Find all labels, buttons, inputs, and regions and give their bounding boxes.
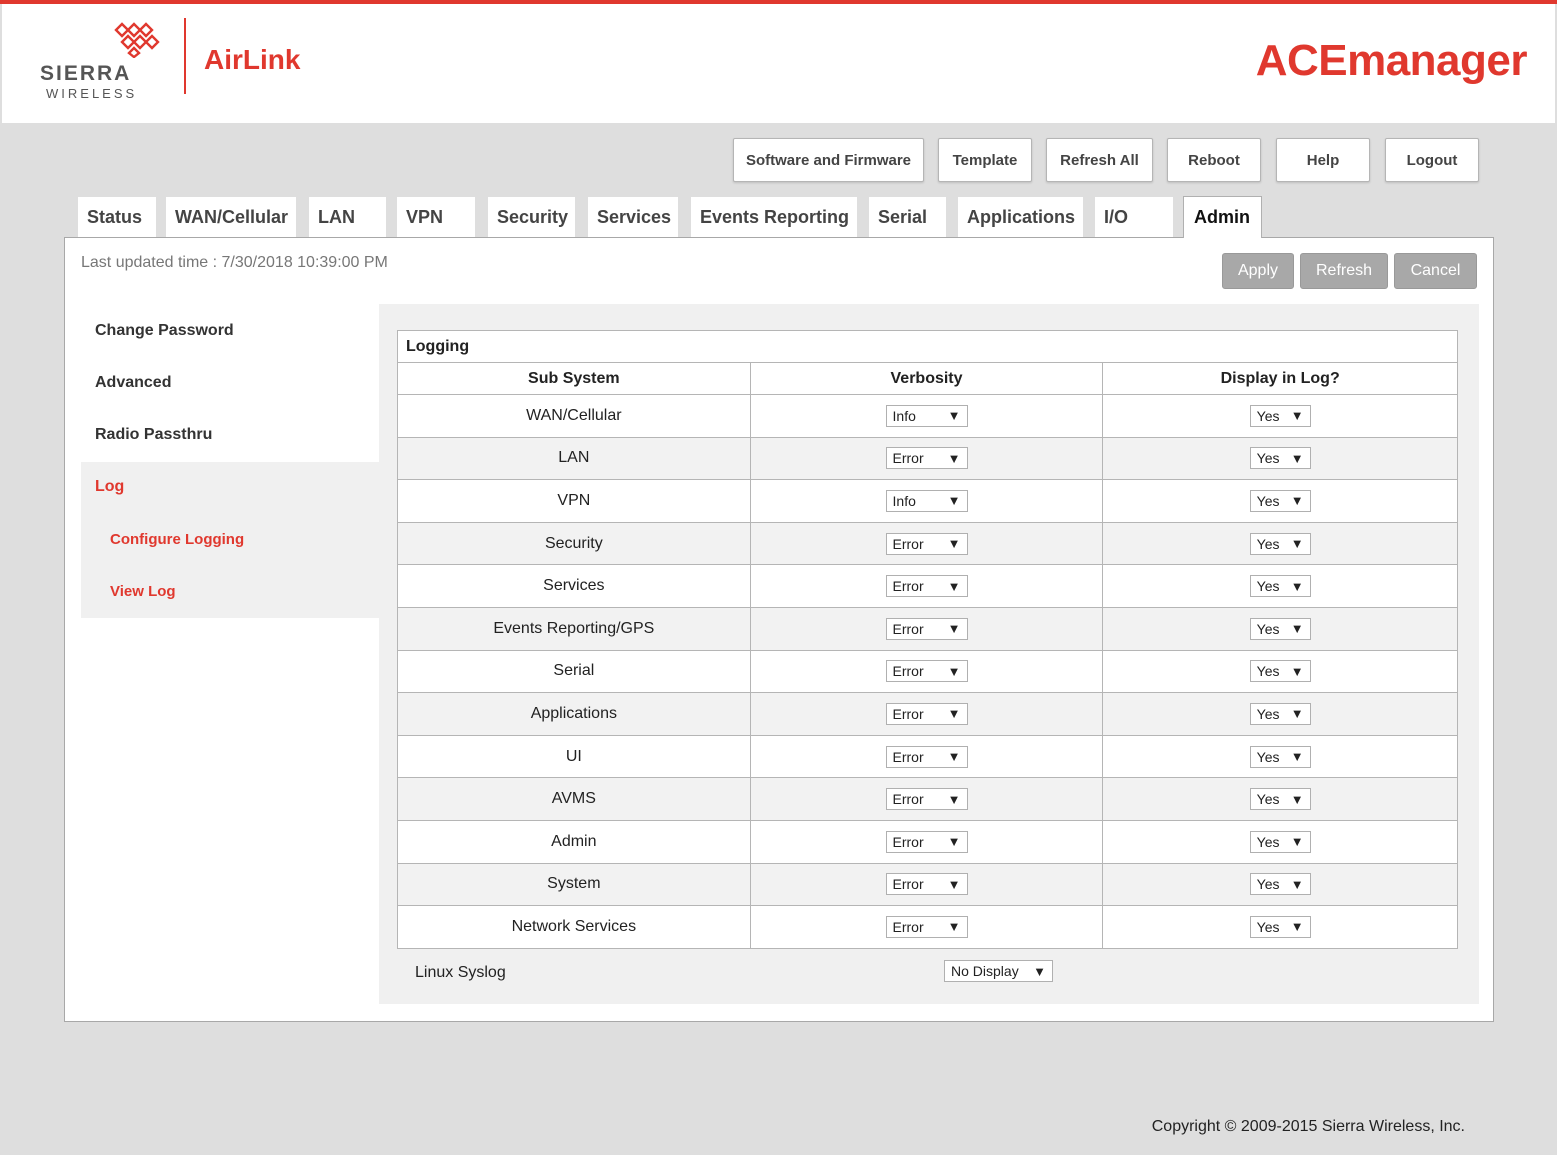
subsystem-name: LAN <box>398 437 751 480</box>
sidebar-subitem-view-log[interactable]: View Log <box>110 583 176 600</box>
sidebar <box>81 304 379 618</box>
company-name: SIERRA <box>40 62 132 85</box>
apply-button[interactable]: Apply <box>1222 253 1294 289</box>
dropdown-arrow-icon: ▼ <box>1290 621 1304 637</box>
tab-serial[interactable]: Serial <box>869 197 946 237</box>
table-row <box>398 906 1458 949</box>
display-select[interactable]: Yes ▼ <box>1250 788 1311 810</box>
display-select[interactable]: Yes ▼ <box>1250 490 1311 512</box>
dropdown-arrow-icon: ▼ <box>947 919 961 935</box>
dropdown-arrow-icon: ▼ <box>1290 450 1304 466</box>
verbosity-select[interactable]: Error ▼ <box>886 788 968 810</box>
sidebar-item-radio-passthru[interactable]: Radio Passthru <box>95 426 213 443</box>
dropdown-arrow-icon: ▼ <box>1290 706 1304 722</box>
table-row <box>398 565 1458 608</box>
dropdown-arrow-icon: ▼ <box>947 663 961 679</box>
tab-wan-cellular[interactable]: WAN/Cellular <box>166 197 296 237</box>
product-name: AirLink <box>204 44 301 75</box>
sierra-diamond-icon <box>108 20 170 58</box>
header-display-in-log: Display in Log? <box>1103 363 1458 395</box>
subsystem-name: AVMS <box>398 778 751 821</box>
table-row <box>398 480 1458 523</box>
reboot-button[interactable]: Reboot <box>1167 138 1261 182</box>
dropdown-arrow-icon: ▼ <box>1290 919 1304 935</box>
dropdown-arrow-icon: ▼ <box>947 749 961 765</box>
linux-syslog-select[interactable]: No Display ▼ <box>944 960 1053 982</box>
tab-vpn[interactable]: VPN <box>397 197 475 237</box>
content-area <box>379 304 1479 1004</box>
subsystem-name: WAN/Cellular <box>398 395 751 438</box>
dropdown-arrow-icon: ▼ <box>947 493 961 509</box>
dropdown-arrow-icon: ▼ <box>1290 663 1304 679</box>
sidebar-subitem-configure-logging[interactable]: Configure Logging <box>110 531 245 548</box>
display-select[interactable]: Yes ▼ <box>1250 831 1311 853</box>
template-button[interactable]: Template <box>938 138 1032 182</box>
table-row <box>398 693 1458 736</box>
display-select[interactable]: Yes ▼ <box>1250 746 1311 768</box>
subsystem-name: VPN <box>398 480 751 523</box>
logging-title: Logging <box>398 331 1458 363</box>
display-select[interactable]: Yes ▼ <box>1250 533 1311 555</box>
dropdown-arrow-icon: ▼ <box>1290 791 1304 807</box>
tab-events-reporting[interactable]: Events Reporting <box>691 197 857 237</box>
verbosity-select[interactable]: Info ▼ <box>886 405 968 427</box>
display-select[interactable]: Yes ▼ <box>1250 618 1311 640</box>
subsystem-name: Applications <box>398 693 751 736</box>
copyright: Copyright © 2009-2015 Sierra Wireless, Inc. <box>1151 1118 1465 1135</box>
display-select[interactable]: Yes ▼ <box>1250 916 1311 938</box>
header-verbosity: Verbosity <box>750 363 1103 395</box>
sidebar-item-log[interactable]: Log <box>95 478 125 495</box>
dropdown-arrow-icon: ▼ <box>947 536 961 552</box>
app-title: ACEmanager <box>1255 36 1527 85</box>
dropdown-arrow-icon: ▼ <box>947 621 961 637</box>
header <box>2 4 1555 123</box>
dropdown-arrow-icon: ▼ <box>1290 493 1304 509</box>
subsystem-name: System <box>398 863 751 906</box>
display-select[interactable]: Yes ▼ <box>1250 873 1311 895</box>
dropdown-arrow-icon: ▼ <box>1290 749 1304 765</box>
table-row <box>398 863 1458 906</box>
sidebar-item-advanced[interactable]: Advanced <box>95 374 172 391</box>
table-row <box>398 437 1458 480</box>
dropdown-arrow-icon: ▼ <box>947 408 961 424</box>
logout-button[interactable]: Logout <box>1385 138 1479 182</box>
refresh-all-button[interactable]: Refresh All <box>1046 138 1153 182</box>
display-select[interactable]: Yes ▼ <box>1250 660 1311 682</box>
subsystem-name: Serial <box>398 650 751 693</box>
display-select[interactable]: Yes ▼ <box>1250 405 1311 427</box>
verbosity-select[interactable]: Error ▼ <box>886 575 968 597</box>
header-subsystem: Sub System <box>398 363 751 395</box>
last-updated-time: Last updated time : 7/30/2018 10:39:00 PM <box>81 254 388 271</box>
sierra-wireless-logo <box>38 18 178 101</box>
dropdown-arrow-icon: ▼ <box>1290 876 1304 892</box>
table-row <box>398 820 1458 863</box>
tab-status[interactable]: Status <box>78 197 156 237</box>
verbosity-select[interactable]: Error ▼ <box>886 618 968 640</box>
logo-divider <box>184 18 186 94</box>
subsystem-name: Admin <box>398 820 751 863</box>
dropdown-arrow-icon: ▼ <box>1290 834 1304 850</box>
help-button[interactable]: Help <box>1276 138 1370 182</box>
tab-admin[interactable]: Admin <box>1183 196 1262 238</box>
verbosity-select[interactable]: Error ▼ <box>886 660 968 682</box>
tab-security[interactable]: Security <box>488 197 575 237</box>
display-select[interactable]: Yes ▼ <box>1250 575 1311 597</box>
table-row <box>398 607 1458 650</box>
display-select[interactable]: Yes ▼ <box>1250 447 1311 469</box>
subsystem-name: Network Services <box>398 906 751 949</box>
subsystem-name: Services <box>398 565 751 608</box>
verbosity-select[interactable]: Error ▼ <box>886 746 968 768</box>
software-firmware-button[interactable]: Software and Firmware <box>733 138 924 182</box>
refresh-button[interactable]: Refresh <box>1300 253 1388 289</box>
table-row <box>398 778 1458 821</box>
company-subname: WIRELESS <box>46 86 138 101</box>
dropdown-arrow-icon: ▼ <box>947 450 961 466</box>
dropdown-arrow-icon: ▼ <box>947 834 961 850</box>
sidebar-item-change-password[interactable]: Change Password <box>95 322 234 339</box>
dropdown-arrow-icon: ▼ <box>947 578 961 594</box>
subsystem-name: Security <box>398 522 751 565</box>
verbosity-select[interactable]: Error ▼ <box>886 703 968 725</box>
verbosity-select[interactable]: Error ▼ <box>886 916 968 938</box>
dropdown-arrow-icon: ▼ <box>947 706 961 722</box>
table-row <box>398 395 1458 438</box>
verbosity-select[interactable]: Error ▼ <box>886 873 968 895</box>
subsystem-name: Events Reporting/GPS <box>398 607 751 650</box>
logging-table <box>397 330 1458 949</box>
admin-panel <box>64 237 1494 1022</box>
tab-applications[interactable]: Applications <box>958 197 1083 237</box>
dropdown-arrow-icon: ▼ <box>1033 963 1046 979</box>
tab-io[interactable]: I/O <box>1095 197 1173 237</box>
verbosity-select[interactable]: Error ▼ <box>886 831 968 853</box>
verbosity-select[interactable]: Error ▼ <box>886 533 968 555</box>
table-row <box>398 650 1458 693</box>
subsystem-name: UI <box>398 735 751 778</box>
verbosity-select[interactable]: Error ▼ <box>886 447 968 469</box>
cancel-button[interactable]: Cancel <box>1394 253 1477 289</box>
display-select[interactable]: Yes ▼ <box>1250 703 1311 725</box>
dropdown-arrow-icon: ▼ <box>1290 408 1304 424</box>
verbosity-select[interactable]: Info ▼ <box>886 490 968 512</box>
dropdown-arrow-icon: ▼ <box>1290 578 1304 594</box>
dropdown-arrow-icon: ▼ <box>947 791 961 807</box>
tab-lan[interactable]: LAN <box>309 197 386 237</box>
table-row <box>398 735 1458 778</box>
table-row <box>398 522 1458 565</box>
linux-syslog-label: Linux Syslog <box>415 964 506 981</box>
dropdown-arrow-icon: ▼ <box>1290 536 1304 552</box>
tab-services[interactable]: Services <box>588 197 678 237</box>
dropdown-arrow-icon: ▼ <box>947 876 961 892</box>
